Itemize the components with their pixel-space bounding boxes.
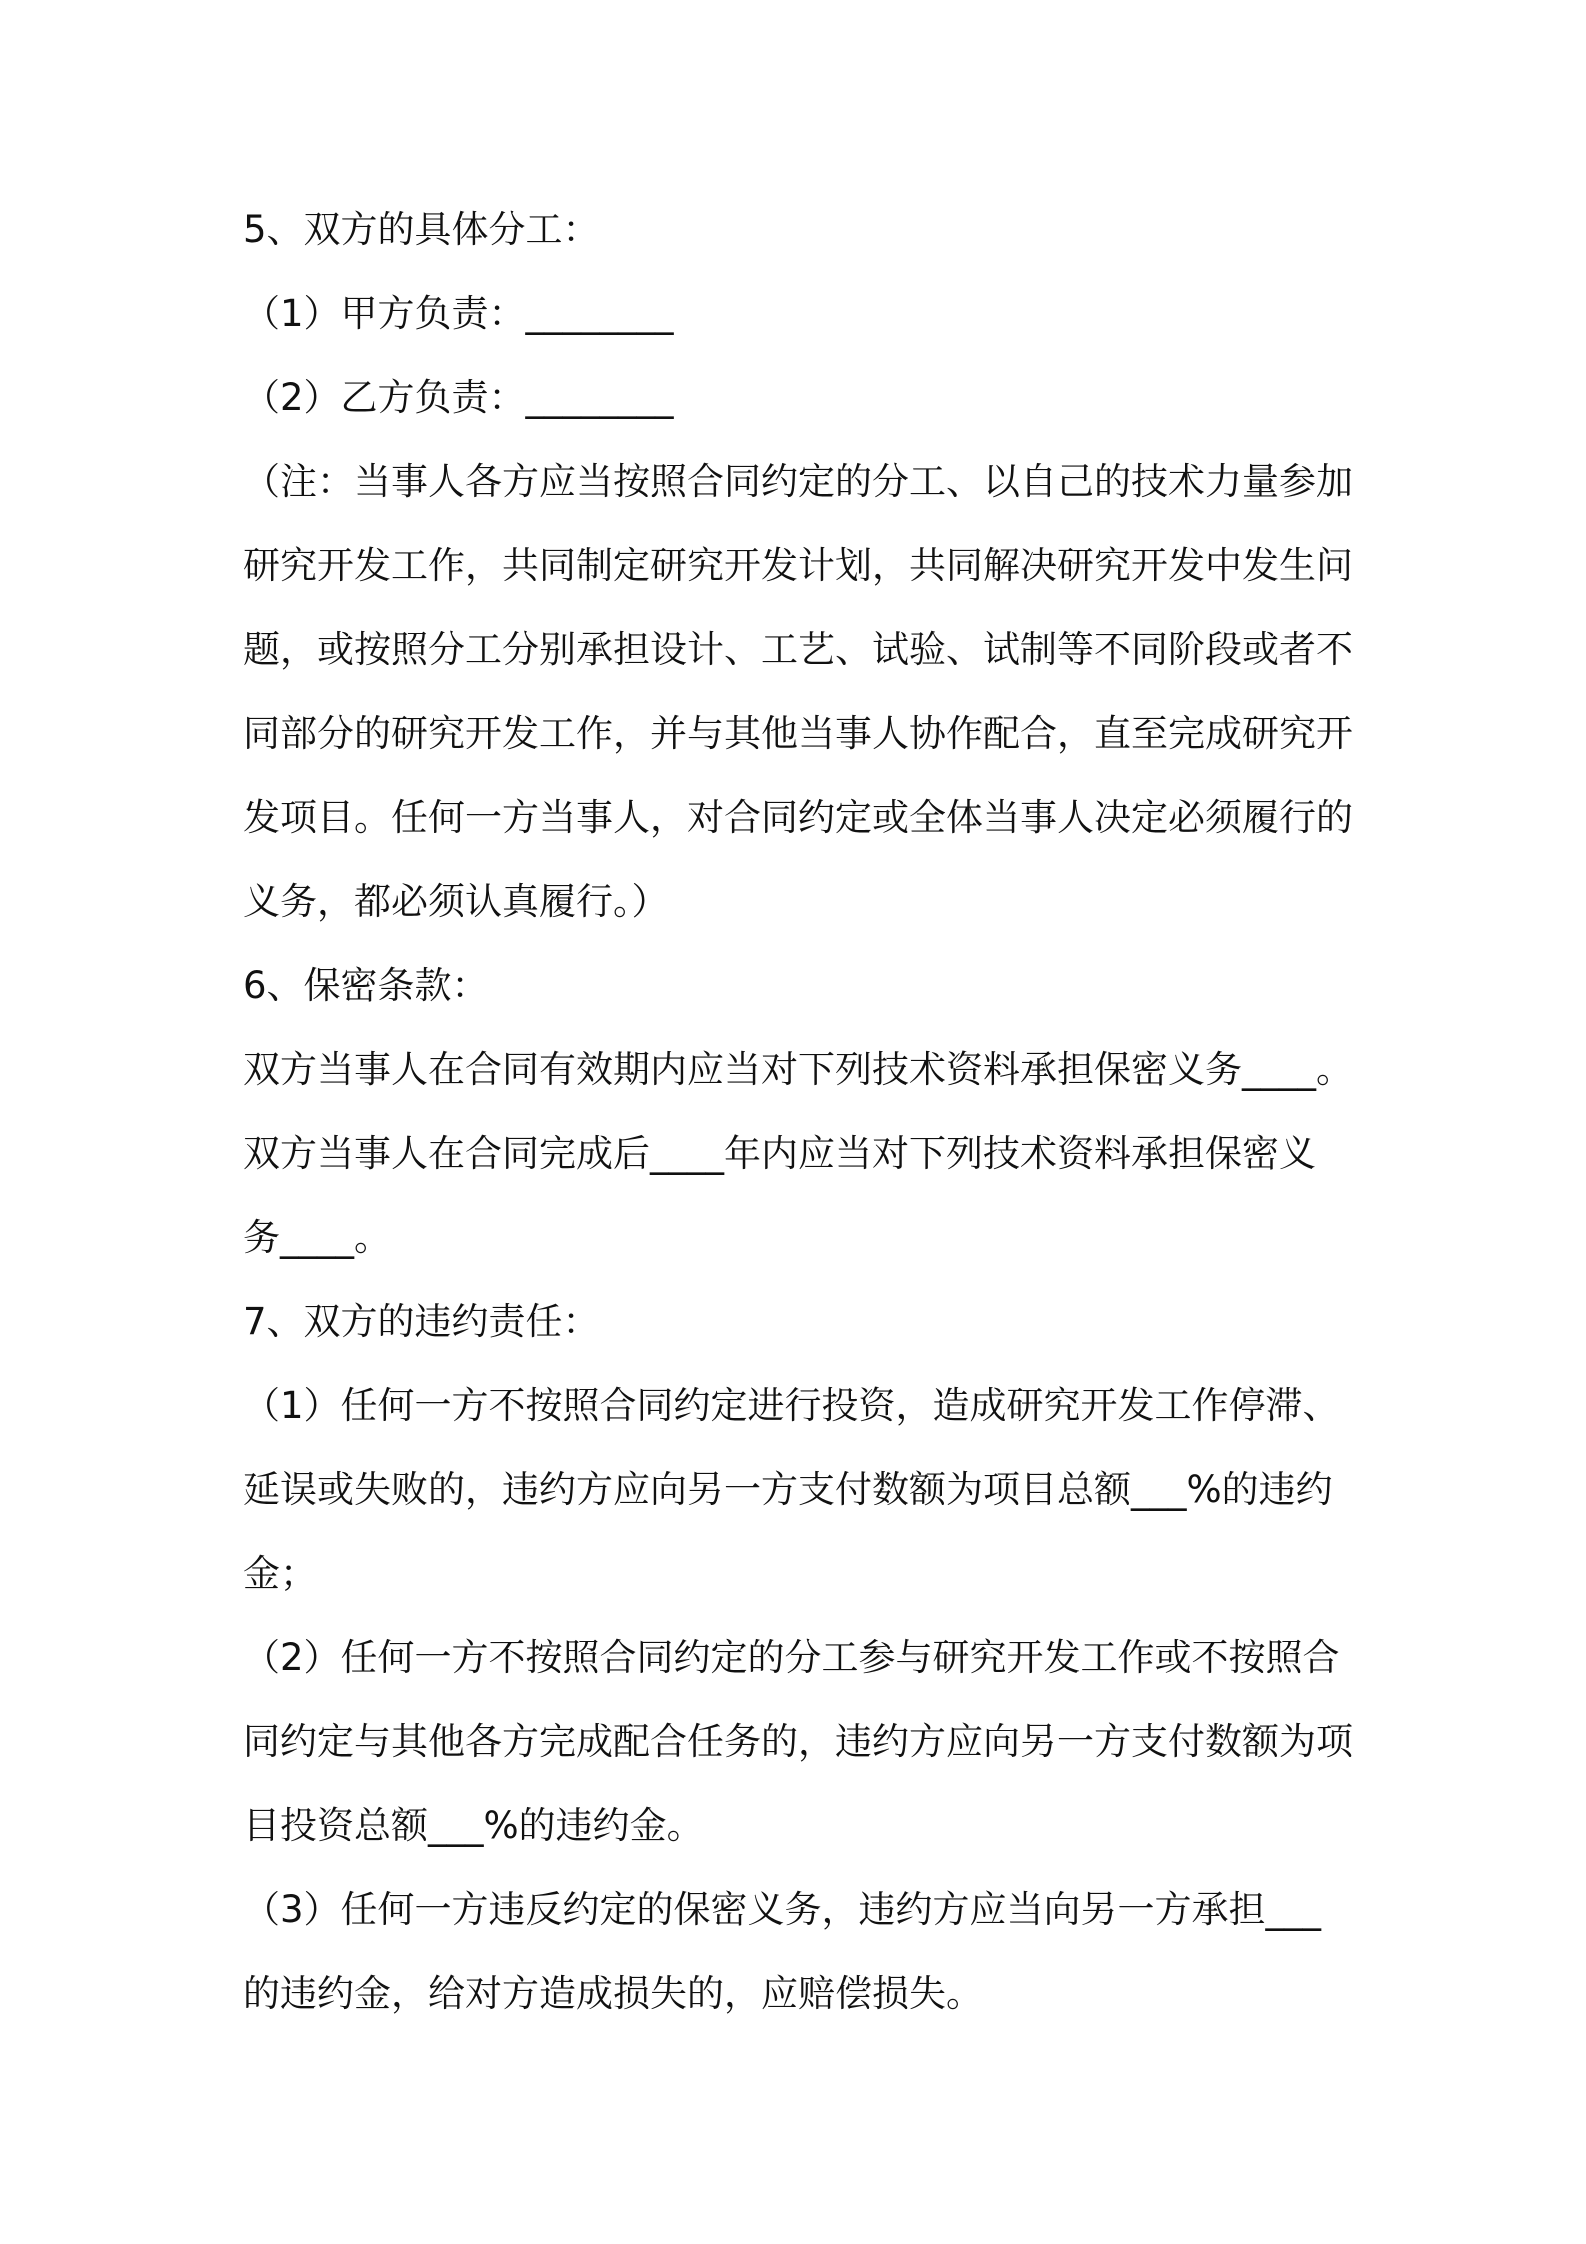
text-line: 双方当事人在合同完成后____年内应当对下列技术资料承担保密义 [243, 1132, 1316, 1175]
text-line: 延误或失败的，违约方应向另一方支付数额为项目总额___%的违约 [243, 1468, 1333, 1511]
text-line: （2）任何一方不按照合同约定的分工参与研究开发工作或不按照合 [243, 1636, 1340, 1679]
text-line: （注：当事人各方应当按照合同约定的分工、以自己的技术力量参加 [243, 460, 1353, 503]
text-line: 研究开发工作，共同制定研究开发计划，共同解决研究开发中发生问 [243, 544, 1353, 587]
text-line: 的违约金，给对方造成损失的，应赔偿损失。 [243, 1972, 983, 2015]
text-line: 金； [243, 1552, 317, 1595]
section-heading: 7、双方的违约责任： [243, 1300, 600, 1343]
text-line: 题，或按照分工分别承担设计、工艺、试验、试制等不同阶段或者不 [243, 628, 1353, 671]
text-line: 义务，都必须认真履行。） [243, 880, 669, 923]
text-line: （3）任何一方违反约定的保密义务，违约方应当向另一方承担___ [243, 1888, 1322, 1931]
text-line: 同约定与其他各方完成配合任务的，违约方应向另一方支付数额为项 [243, 1720, 1353, 1763]
text-line: （1）甲方负责：________ [243, 292, 674, 335]
text-line: 目投资总额___%的违约金。 [243, 1804, 704, 1847]
section-heading: 5、双方的具体分工： [243, 208, 600, 251]
text-line: 同部分的研究开发工作，并与其他当事人协作配合，直至完成研究开 [243, 712, 1353, 755]
text-line: （1）任何一方不按照合同约定进行投资，造成研究开发工作停滞、 [243, 1384, 1340, 1427]
text-line: 双方当事人在合同有效期内应当对下列技术资料承担保密义务____。 [243, 1048, 1353, 1091]
text-line: （2）乙方负责：________ [243, 376, 674, 419]
text-line: 发项目。任何一方当事人，对合同约定或全体当事人决定必须履行的 [243, 796, 1353, 839]
text-line: 务____。 [243, 1216, 391, 1259]
section-heading: 6、保密条款： [243, 964, 489, 1007]
